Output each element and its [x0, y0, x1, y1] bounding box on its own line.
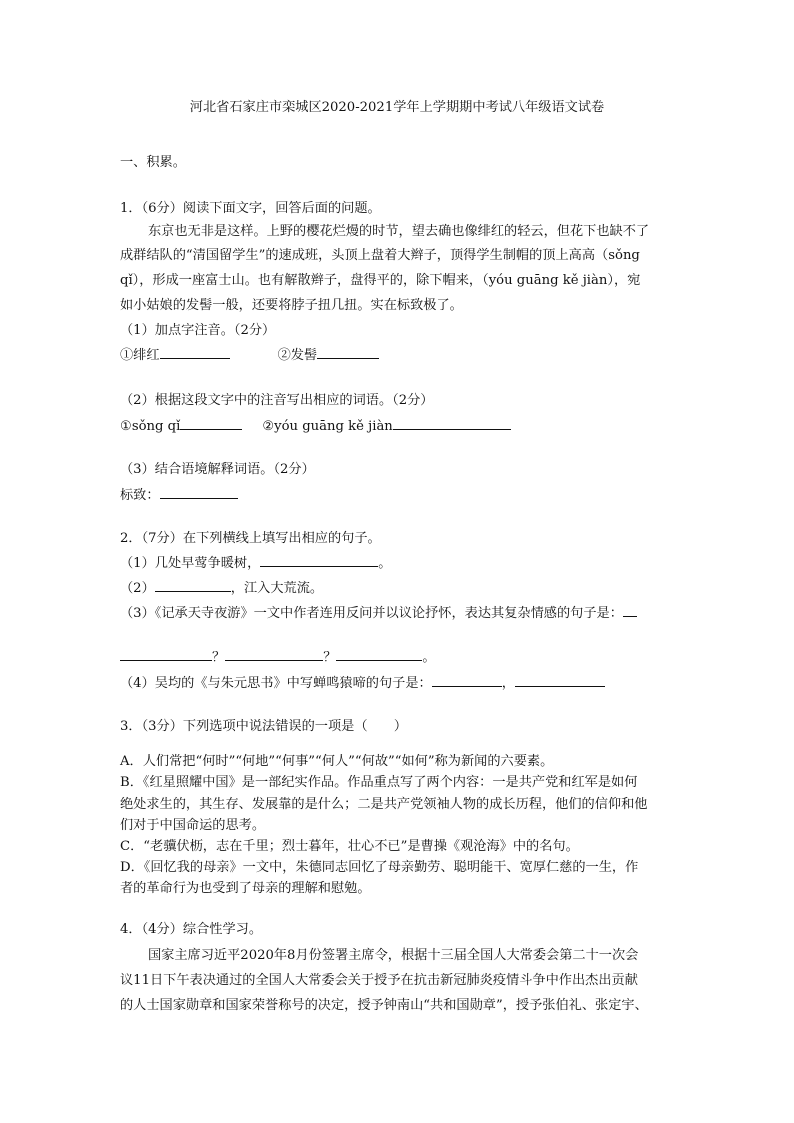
- passage-line: qǐ），形成一座富士山。也有解散辫子，盘得平的，除下帽来，（yóu guāng kě jiàn），宛: [120, 273, 641, 288]
- punctuation: ，: [501, 676, 515, 691]
- item-label: （3）《记承天寺夜游》一文中作者连用反问并以议论抒怀，表达其复杂情感的句子是：: [120, 606, 623, 621]
- passage-line: 国家主席习近平2020年8月份签署主席令，根据十三届全国人大常委会第二十一次会: [148, 948, 639, 963]
- item-label: ①绯红: [120, 348, 160, 363]
- answer-blank[interactable]: [260, 554, 378, 567]
- answer-line: [120, 346, 379, 365]
- item-label: ②yóu guāng kě jiàn: [262, 419, 393, 434]
- answer-line: [120, 554, 391, 573]
- passage-line: 东京也无非是这样。上野的樱花烂熳的时节，望去确也像绯红的轻云，但花下也缺不了: [148, 224, 650, 239]
- question-4-heading: 4．（4分）综合性学习。: [120, 922, 263, 937]
- answer-line: [120, 604, 637, 623]
- question-2-heading: 2．（7分）在下列横线上填写出相应的句子。: [120, 531, 381, 546]
- answer-blank[interactable]: [180, 417, 242, 430]
- item-label: （4）吴均的《与朱元思书》中写蝉鸣猿啼的句子是：: [120, 676, 432, 691]
- option-b: B．《红星照耀中国》是一部纪实作品。作品重点写了两个内容：一是共产党和红军是如何: [120, 775, 638, 790]
- answer-blank[interactable]: [160, 486, 238, 499]
- passage-line: 成群结队的“清国留学生”的速成班，头顶上盘着大辫子，顶得学生制帽的顶上高高（sǒng: [120, 248, 640, 263]
- exam-title: 河北省石家庄市栾城区2020-2021学年上学期期中考试八年级语文试卷: [189, 100, 605, 115]
- punctuation: 。: [378, 556, 392, 571]
- option-d: D．《回忆我的母亲》一文中，朱德同志回忆了母亲勤劳、聪明能干、宽厚仁慈的一生，作: [120, 860, 639, 875]
- punctuation: ？: [212, 650, 226, 665]
- item-label: （2）: [120, 581, 155, 596]
- question-3-heading: 3．（3分）下列选项中说法错误的一项是（ ）: [120, 719, 408, 734]
- item-label: ①sǒng qǐ: [120, 419, 181, 434]
- option-b-cont: 们对于中国命运的思考。: [120, 818, 266, 833]
- option-b-cont: 绝处求生的，其生存、发展靠的是什么；二是共产党领袖人物的成长历程，他们的信仰和他: [120, 797, 648, 812]
- answer-line: [120, 674, 605, 693]
- item-label: 标致：: [120, 488, 160, 503]
- section-heading: 一、积累。: [120, 155, 186, 170]
- option-a: A．人们常把“何时”“何地”“何事”“何人”“何故”“如何”称为新闻的六要素。: [120, 754, 554, 769]
- item-label: （1）几处早莺争暖树，: [120, 556, 261, 571]
- answer-blank[interactable]: [160, 346, 230, 359]
- answer-blank[interactable]: [120, 648, 212, 661]
- answer-line: [120, 579, 323, 598]
- answer-blank[interactable]: [336, 648, 422, 661]
- passage-line: 的人士国家勋章和国家荣誉称号的决定，授予钟南山“共和国勋章”，授予张伯礼、张定宇、: [120, 998, 648, 1013]
- item-label: ②发髻: [277, 348, 318, 363]
- answer-blank[interactable]: [432, 674, 502, 687]
- question-1-sub-2: （2）根据这段文字中的注音写出相应的词语。（2分）: [120, 393, 434, 408]
- punctuation: 。: [422, 650, 436, 665]
- item-label: ，江入大荒流。: [230, 581, 324, 596]
- answer-line: [120, 648, 436, 667]
- option-c: C．“老骥伏枥，志在千里；烈士暮年，壮心不已”是曹操《观沧海》中的名句。: [120, 839, 579, 854]
- answer-line: [120, 417, 511, 436]
- answer-blank[interactable]: [155, 579, 231, 592]
- passage-line: 如小姑娘的发髻一般，还要将脖子扭几扭。实在标致极了。: [120, 298, 463, 313]
- answer-blank[interactable]: [515, 674, 605, 687]
- option-d-cont: 者的革命行为也受到了母亲的理解和慰勉。: [120, 881, 371, 896]
- answer-blank[interactable]: [623, 604, 637, 617]
- question-1-sub-1: （1）加点字注音。（2分）: [120, 323, 276, 338]
- answer-blank[interactable]: [225, 648, 323, 661]
- passage-line: 议11日下午表决通过的全国人大常委会关于授予在抗击新冠肺炎疫情斗争中作出杰出贡献: [120, 973, 638, 988]
- question-1-sub-3: （3）结合语境解释词语。（2分）: [120, 462, 315, 477]
- answer-blank[interactable]: [317, 346, 379, 359]
- answer-line: [120, 486, 238, 505]
- punctuation: ？: [323, 650, 337, 665]
- question-1-heading: 1．（6分）阅读下面文字，回答后面的问题。: [120, 201, 381, 216]
- answer-blank[interactable]: [393, 417, 511, 430]
